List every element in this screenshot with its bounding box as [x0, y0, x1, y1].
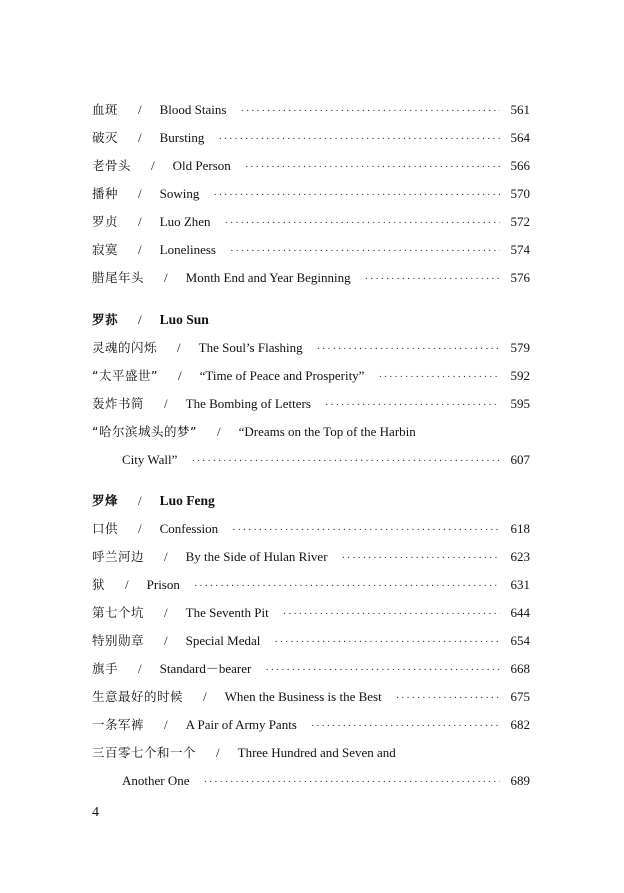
- entry-title-zh: 播种: [92, 186, 119, 201]
- toc-entry[interactable]: [92, 156, 530, 176]
- separator: /: [138, 186, 142, 201]
- entry-page-number: 618: [510, 521, 530, 536]
- entry-title-en: Month End and Year Beginning: [185, 270, 351, 285]
- entry-page-number: 574: [510, 242, 530, 257]
- entry-page-number: 623: [510, 549, 530, 564]
- separator: /: [138, 130, 142, 145]
- toc-entry[interactable]: [92, 128, 530, 148]
- separator: /: [138, 242, 142, 257]
- dot-leader: [378, 367, 500, 387]
- dot-leader: [245, 157, 500, 177]
- dot-leader: [232, 520, 500, 540]
- dot-leader: [311, 716, 500, 736]
- entry-page-number: 607: [510, 452, 530, 467]
- toc-entry[interactable]: [92, 422, 530, 442]
- entry-title-en: Blood Stains: [159, 102, 227, 117]
- dot-leader: [191, 451, 500, 471]
- entry-title-zh: 腊尾年头: [92, 270, 145, 285]
- entry-title-en: Confession: [159, 521, 219, 536]
- entry-title-zh: “哈尔滨城头的梦”: [92, 424, 197, 439]
- entry-page-number: 566: [510, 158, 530, 173]
- toc-entry[interactable]: [92, 240, 530, 260]
- separator: /: [164, 717, 168, 732]
- toc-entry[interactable]: [92, 575, 530, 595]
- author-name-en: Luo Feng: [159, 493, 215, 508]
- entry-title-en: A Pair of Army Pants: [185, 717, 297, 732]
- entry-page-number: 631: [510, 577, 530, 592]
- dot-leader: [218, 129, 500, 149]
- toc-entry-continuation[interactable]: [122, 771, 530, 791]
- entry-page-number: 572: [510, 214, 530, 229]
- entry-title-zh: 口供: [92, 521, 119, 536]
- entry-title-zh: 老骨头: [92, 158, 132, 173]
- dot-leader: [283, 604, 500, 624]
- entry-title-en: Luo Zhen: [159, 214, 211, 229]
- entry-title-zh: 第七个坑: [92, 605, 145, 620]
- entry-title-en: The Soul’s Flashing: [198, 340, 303, 355]
- author-heading: [92, 310, 530, 330]
- separator: /: [138, 102, 142, 117]
- entry-title-zh: 特别勋章: [92, 633, 145, 648]
- entry-title-zh: 寂寞: [92, 242, 119, 257]
- separator: /: [138, 521, 142, 536]
- entry-title-en: Sowing: [159, 186, 200, 201]
- dot-leader: [265, 660, 500, 680]
- entry-page-number: 668: [510, 661, 530, 676]
- entry-title-en: Loneliness: [159, 242, 216, 257]
- toc-entry[interactable]: [92, 659, 530, 679]
- toc-entry[interactable]: [92, 715, 530, 735]
- entry-title-en: Old Person: [172, 158, 231, 173]
- entry-page-number: 592: [510, 368, 530, 383]
- toc-entry[interactable]: [92, 603, 530, 623]
- entry-page-number: 595: [510, 396, 530, 411]
- toc-entry[interactable]: [92, 184, 530, 204]
- dot-leader: [342, 548, 500, 568]
- entry-title-zh: 三百零七个和一个: [92, 745, 197, 760]
- entry-title-en: “Time of Peace and Prosperity”: [199, 368, 365, 383]
- entry-title-en: Three Hundred and Seven and: [237, 745, 396, 760]
- separator: /: [164, 633, 168, 648]
- dot-leader: [194, 576, 500, 596]
- dot-leader: [365, 269, 500, 289]
- toc-entry[interactable]: [92, 631, 530, 651]
- author-name-en: Luo Sun: [159, 312, 209, 327]
- dot-leader: [325, 395, 500, 415]
- entry-page-number: 561: [510, 102, 530, 117]
- toc-entry[interactable]: [92, 687, 530, 707]
- entry-title-en: Bursting: [159, 130, 205, 145]
- entry-title-zh: 罗贞: [92, 214, 119, 229]
- page-number: 4: [92, 805, 99, 820]
- separator: /: [164, 549, 168, 564]
- separator: /: [177, 368, 182, 383]
- dot-leader: [240, 101, 500, 121]
- entry-title-en-continued: City Wall”: [122, 452, 178, 467]
- table-of-contents: [92, 0, 530, 893]
- entry-title-zh: 破灭: [92, 130, 119, 145]
- entry-title-zh: 灵魂的闪烁: [92, 340, 158, 355]
- entry-page-number: 682: [510, 717, 530, 732]
- entry-page-number: 564: [510, 130, 530, 145]
- separator: /: [216, 424, 221, 439]
- dot-leader: [204, 772, 500, 792]
- entry-title-en: Special Medal: [185, 633, 261, 648]
- toc-entry[interactable]: [92, 366, 530, 386]
- entry-title-en: By the Side of Hulan River: [185, 549, 328, 564]
- entry-page-number: 689: [510, 773, 530, 788]
- entry-title-zh: 狱: [92, 577, 106, 592]
- entry-page-number: 654: [510, 633, 530, 648]
- entry-title-en: The Bombing of Letters: [185, 396, 311, 411]
- separator: /: [125, 577, 129, 592]
- entry-title-en: “Dreams on the Top of the Harbin: [238, 424, 416, 439]
- entry-title-en: Prison: [146, 577, 180, 592]
- separator: /: [203, 689, 207, 704]
- entry-page-number: 644: [510, 605, 530, 620]
- toc-entry-continuation[interactable]: [122, 450, 530, 470]
- separator: /: [177, 340, 181, 355]
- entry-title-zh: “太平盛世”: [92, 368, 158, 383]
- separator: /: [138, 312, 142, 327]
- separator: /: [138, 214, 142, 229]
- entry-title-zh: 生意最好的时候: [92, 689, 184, 704]
- separator: /: [138, 661, 142, 676]
- separator: /: [151, 158, 155, 173]
- dot-leader: [225, 213, 500, 233]
- toc-entry[interactable]: [92, 100, 530, 120]
- toc-entry[interactable]: [92, 743, 530, 763]
- author-heading: [92, 491, 530, 511]
- toc-entry[interactable]: [92, 338, 530, 358]
- author-name-zh: 罗荪: [92, 312, 119, 327]
- entry-page-number: 675: [510, 689, 530, 704]
- entry-page-number: 570: [510, 186, 530, 201]
- entry-title-en: When the Business is the Best: [224, 689, 382, 704]
- entry-title-en: Standard－bearer: [159, 661, 252, 676]
- separator: /: [164, 605, 168, 620]
- separator: /: [138, 493, 142, 508]
- toc-entry[interactable]: [92, 519, 530, 539]
- entry-title-zh: 旗手: [92, 661, 119, 676]
- entry-title-en-continued: Another One: [122, 773, 190, 788]
- dot-leader: [213, 185, 500, 205]
- entry-page-number: 576: [510, 270, 530, 285]
- entry-page-number: 579: [510, 340, 530, 355]
- separator: /: [164, 270, 168, 285]
- toc-entry[interactable]: [92, 394, 530, 414]
- entry-title-zh: 轰炸书简: [92, 396, 145, 411]
- toc-entry[interactable]: [92, 268, 530, 288]
- dot-leader: [230, 241, 500, 261]
- entry-title-zh: 血斑: [92, 102, 119, 117]
- dot-leader: [317, 339, 500, 359]
- dot-leader: [274, 632, 500, 652]
- author-name-zh: 罗烽: [92, 493, 119, 508]
- entry-title-en: The Seventh Pit: [185, 605, 269, 620]
- entry-title-zh: 一条军裤: [92, 717, 145, 732]
- toc-entry[interactable]: [92, 547, 530, 567]
- separator: /: [164, 396, 168, 411]
- dot-leader: [396, 688, 500, 708]
- toc-entry[interactable]: [92, 212, 530, 232]
- entry-title-zh: 呼兰河边: [92, 549, 145, 564]
- separator: /: [216, 745, 220, 760]
